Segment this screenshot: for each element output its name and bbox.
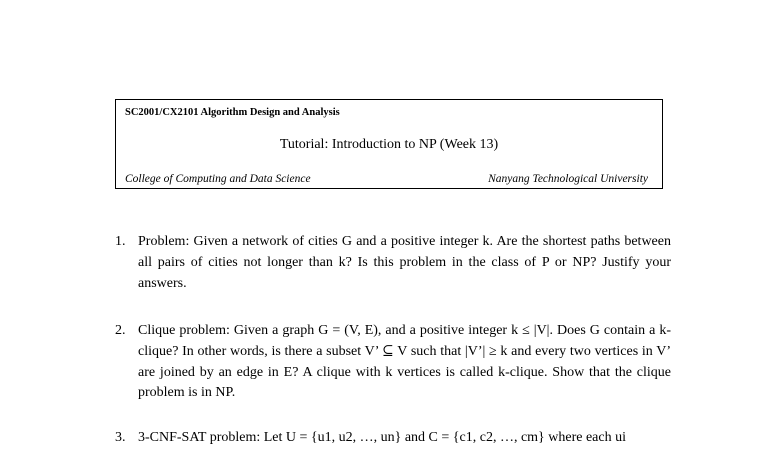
question-text: 3-CNF-SAT problem: Let U = {u1, u2, …, un} and C = {c1, c2, …, cm} where each ui — [138, 430, 626, 445]
university-name: Nanyang Technological University — [488, 173, 648, 185]
question-number: 3. — [115, 430, 126, 445]
question-3 — [115, 428, 671, 449]
question-number: 2. — [115, 323, 126, 338]
question-1 — [115, 232, 671, 294]
question-2 — [115, 321, 671, 404]
tutorial-header-box — [115, 99, 663, 189]
tutorial-title: Tutorial: Introduction to NP (Week 13) — [279, 137, 499, 152]
question-number: 1. — [115, 234, 126, 249]
question-text: Problem: Given a network of cities G and a positive integer k. Are the shortest paths between all pairs of cities not longer than k? Is this problem in the class of P or NP? Justify your answers. — [138, 234, 671, 291]
course-code: SC2001/CX2101 Algorithm Design and Analysis — [125, 107, 340, 118]
question-text: Clique problem: Given a graph G = (V, E), and a positive integer k ≤ |V|. Does G contain a k-clique? In other words, is there a subset V’ ⊆ V such that |V’| ≥ k and every two vertices in V’ are joined by an edge in E? A clique with k vertices is called k-clique. Show that the clique problem is in NP. — [138, 323, 671, 401]
college-name: College of Computing and Data Science — [125, 173, 311, 185]
